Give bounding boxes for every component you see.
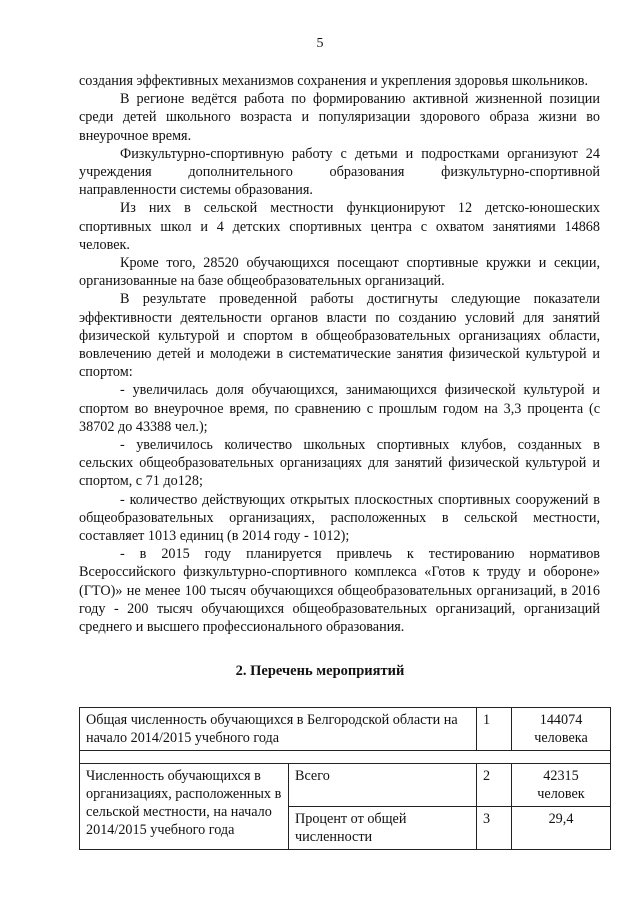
paragraph: В результате проведенной работы достигнуты следующие показатели эффективности деятельности органов власти по созданию условий для занятий физической культурой и спортом в общеобразовательных организациях области, вовлечению детей и молодежи в систематические занятия физической культурой и спортом: <box>79 291 600 381</box>
paragraph: - увеличилась доля обучающихся, занимающихся физической культурой и спортом во внеурочное время, по сравнению с прошлым годом на 3,3 процента (с 38702 до 43388 чел.); <box>79 382 600 435</box>
table-cell-num: 1 <box>477 708 512 751</box>
table-cell-sublabel: Процент от общей численности <box>289 807 477 850</box>
table-cell-value: 144074 человека <box>512 708 611 751</box>
section-title: 2. Перечень мероприятий <box>235 663 405 679</box>
table-row <box>80 764 611 807</box>
page-number: 5 <box>316 36 324 51</box>
measures-table <box>79 707 611 850</box>
paragraph: Физкультурно-спортивную работу с детьми и подростками организуют 24 учреждения дополнительного образования физкультурно-спортивной направленности системы образования. <box>79 145 600 199</box>
paragraph: В регионе ведётся работа по формированию активной жизненной позиции среди детей школьного возраста и популяризации здорового образа жизни во внеурочное время. <box>79 91 600 144</box>
paragraph: создания эффективных механизмов сохранения и укрепления здоровья школьников. <box>79 73 589 89</box>
paragraph: Из них в сельской местности функционируют 12 детско-юношеских спортивных школ и 4 детских спортивных центра с охватом занятиями 14868 человек. <box>79 200 600 253</box>
table-spacer-cell <box>80 751 611 764</box>
table-cell-num: 2 <box>477 764 512 807</box>
table-cell-label: Общая численность обучающихся в Белгородской области на начало 2014/2015 учебного года <box>80 708 477 751</box>
table-cell-num: 3 <box>477 807 512 850</box>
paragraph: - количество действующих открытых плоскостных спортивных сооружений в общеобразовательных организациях, расположенных в сельской местности, составляет 1013 единиц (в 2014 году - 1012); <box>79 491 600 545</box>
table-row <box>80 708 611 751</box>
body-text <box>79 72 600 636</box>
paragraph: Кроме того, 28520 обучающихся посещают спортивные кружки и секции, организованные на базе общеобразовательных организаций. <box>79 255 600 290</box>
paragraph: - увеличилось количество школьных спортивных клубов, созданных в сельских общеобразовательных организациях для занятий физической культурой и спортом, с 71 до128; <box>79 437 600 490</box>
table-cell-sublabel: Всего <box>289 764 477 807</box>
table-cell-label: Численность обучающихся в организациях, расположенных в сельской местности, на начало 2014/2015 учебного года <box>80 764 289 850</box>
paragraph: - в 2015 году планируется привлечь к тестированию нормативов Всероссийского физкультурно-спортивного комплекса «Готов к труду и обороне» (ГТО)» не менее 100 тысяч обучающихся общеобразовательных организаций, в 2016 году - 200 тысяч обучающихся общеобразовательных организаций, организаций среднего и высшего профессионального образования. <box>79 546 600 636</box>
table-spacer-row <box>80 751 611 764</box>
table-cell-value: 29,4 <box>512 807 611 850</box>
table-cell-value: 42315 человек <box>512 764 611 807</box>
